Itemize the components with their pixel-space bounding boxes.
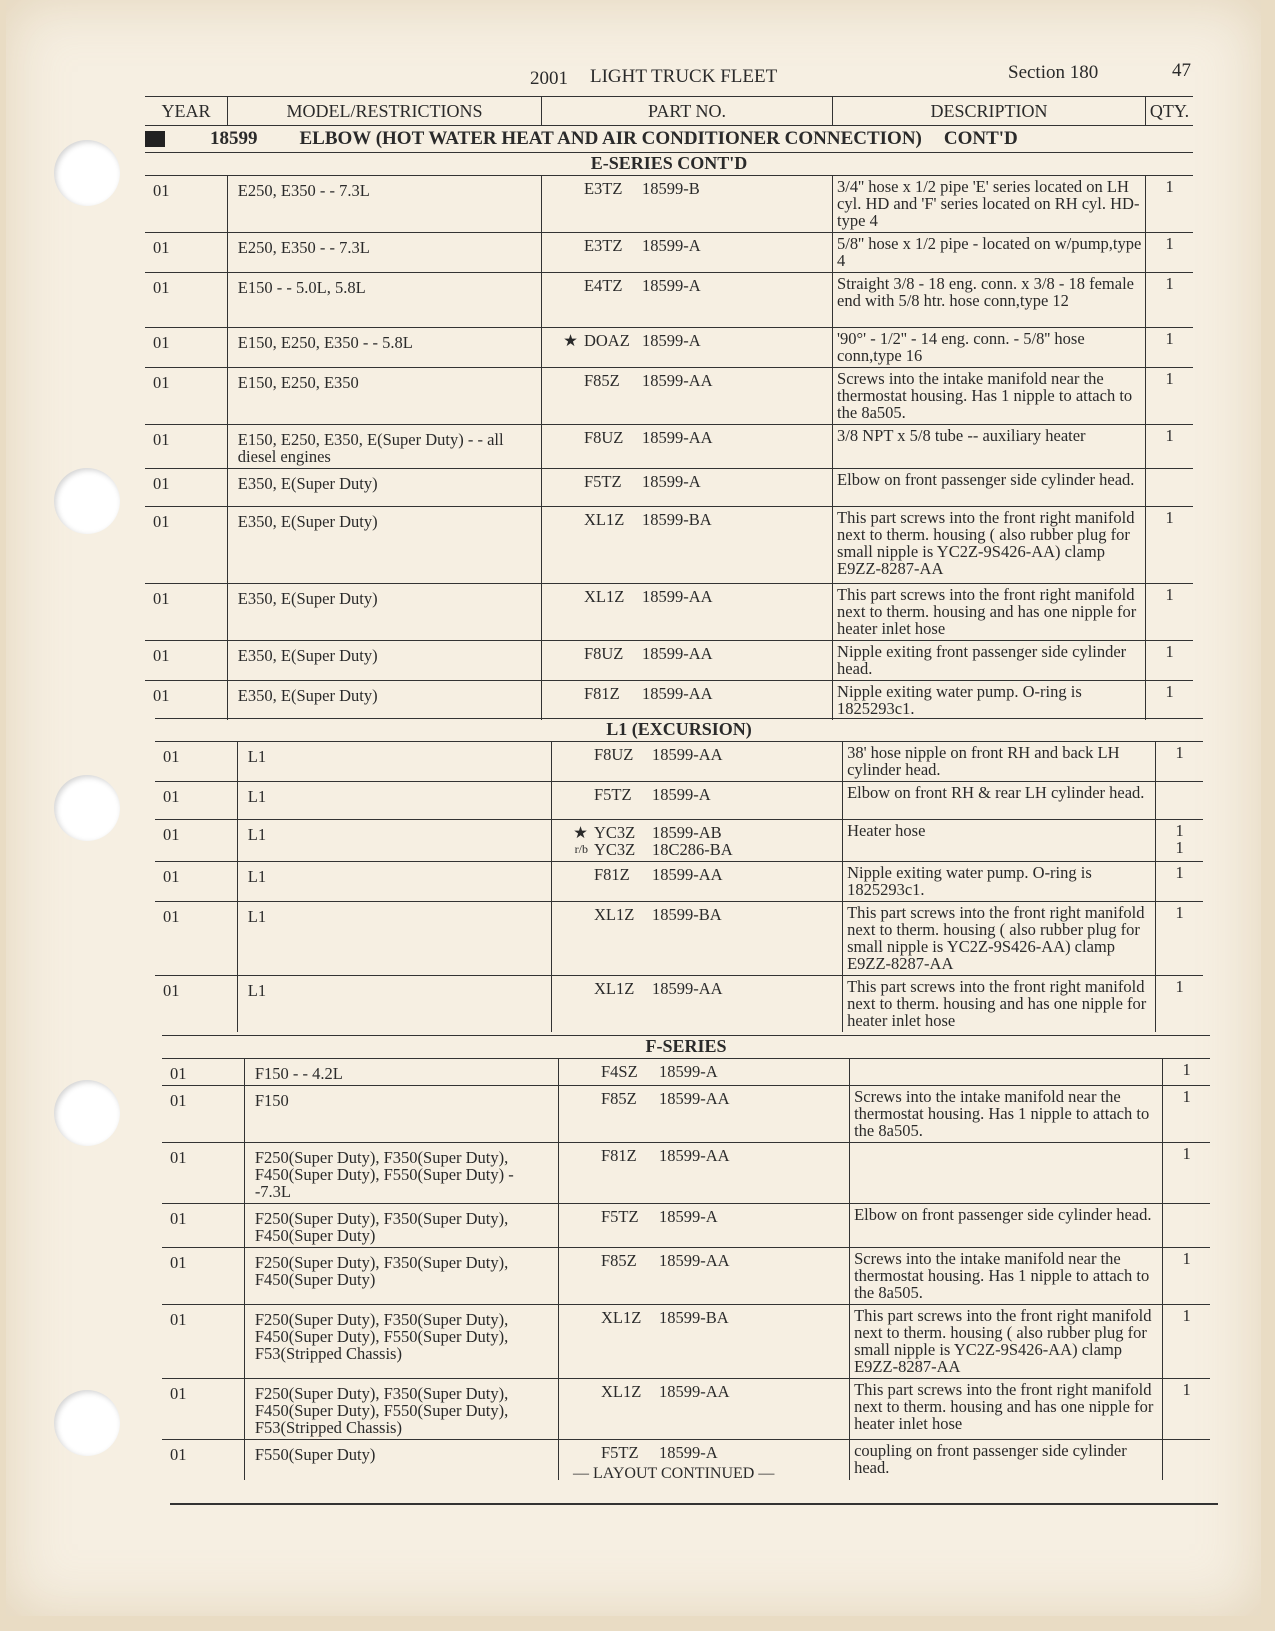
part-no-cell [551,782,842,820]
part-marker: ★ [563,331,578,350]
part-marker [546,237,584,254]
qty-cell: 1 [1146,641,1193,681]
model-cell: L1 [237,976,551,1033]
model-cell: F250(Super Duty), F350(Super Duty), F450(Super Duty), F550(Super Duty) - -7.3L [244,1143,558,1204]
table-row [162,1059,1210,1086]
part-no-cell [541,469,832,507]
model-cell: F550(Super Duty) [244,1440,558,1480]
part-number [546,429,828,446]
part-prefix: XL1Z [583,587,625,606]
part-marker [556,746,594,763]
qty-cell: 1 [1163,1086,1210,1143]
part-marker: r/b [574,842,588,856]
section-heading: E-SERIES CONT'D [145,153,1193,176]
part-no-cell [541,176,832,233]
year-cell: 01 [162,1305,244,1379]
model-cell: L1 [237,782,551,820]
part-group-cont: CONT'D [943,128,1018,149]
part-base: 18599-AA [659,1146,730,1165]
part-group-heading [145,126,1193,152]
part-base: 18599-A [659,1062,718,1081]
year-cell: 01 [155,742,237,782]
part-prefix: F85Z [583,371,620,390]
model-cell: E150, E250, E350, E(Super Duty) - - all diesel engines [227,425,541,469]
binder-hole [54,1080,120,1146]
description-cell: 38' hose nipple on front RH and back LH cylinder head. [843,742,1156,782]
year-cell: 01 [145,641,227,681]
qty-cell: 1 [1156,862,1203,902]
model-cell: L1 [237,902,551,976]
description-cell: Screws into the intake manifold near the thermostat housing. Has 1 nipple to attach to the 8a505. [850,1248,1163,1305]
model-cell: E250, E350 - - 7.3L [227,176,541,233]
year-cell: 01 [155,820,237,862]
year-cell: 01 [145,507,227,584]
part-no-cell [541,368,832,425]
header-year: 2001 [530,68,568,89]
part-no-cell [551,902,842,976]
part-prefix: F8UZ [593,745,634,764]
table-row [162,1379,1210,1440]
part-number [556,824,838,841]
table-row [145,425,1193,469]
table-row [145,681,1193,721]
qty-cell: 1 [1156,902,1203,976]
description-cell: This part screws into the front right manifold next to therm. housing and has one nipple for heater inlet hose [833,584,1146,641]
model-cell: F150 [244,1086,558,1143]
layout-continued: — LAYOUT CONTINUED — [573,1465,775,1482]
part-number [546,645,828,662]
part-number [556,746,838,763]
part-no-cell [541,425,832,469]
description-cell: This part screws into the front right manifold next to therm. housing and has one nipple for heater inlet hose [850,1379,1163,1440]
qty-cell: 1 [1163,1143,1210,1204]
year-cell: 01 [155,902,237,976]
parts-table-f-series [162,1035,1210,1480]
description-cell: This part screws into the front right manifold next to therm. housing ( also rubber plug for small nipple is YC2Z-9S426-AA) clamp E9ZZ-8287-AA [850,1305,1163,1379]
part-prefix: XL1Z [593,905,635,924]
qty-cell: 1 [1163,1059,1210,1086]
parts-table-l1 [155,718,1203,1032]
description-cell: Elbow on front passenger side cylinder head. [833,469,1146,507]
part-base: 18599-AA [641,684,713,703]
binder-hole [54,140,120,206]
year-cell: 01 [162,1248,244,1305]
part-marker [556,786,594,803]
part-base: 18599-BA [641,510,712,529]
part-marker [546,685,584,702]
part-prefix: YC3Z [593,823,636,842]
qty-cell [1163,1204,1210,1248]
part-base: 18599-A [641,331,701,350]
part-number [563,1208,845,1225]
part-number [546,685,828,702]
part-number [546,237,828,254]
table-row [145,584,1193,641]
part-prefix: XL1Z [601,1382,642,1401]
qty-cell [1156,782,1203,820]
model-cell: E150 - - 5.0L, 5.8L [227,273,541,328]
qty-cell: 1 [1163,1305,1210,1379]
part-marker [563,1063,601,1080]
description-cell [850,1143,1163,1204]
year-cell: 01 [145,681,227,721]
section-heading-row [162,1036,1210,1059]
year-cell: 01 [155,976,237,1033]
year-cell: 01 [162,1440,244,1480]
description-cell: Elbow on front passenger side cylinder head. [850,1204,1163,1248]
description-cell: This part screws into the front right manifold next to therm. housing and has one nipple for heater inlet hose [843,976,1156,1033]
part-no-cell [541,681,832,721]
year-cell: 01 [162,1379,244,1440]
part-prefix: F5TZ [601,1207,639,1226]
part-base: 18599-A [641,276,701,295]
part-base: 18599-AA [659,1251,730,1270]
description-cell: 3/8 NPT x 5/8 tube -- auxiliary heater [833,425,1146,469]
part-no-cell [559,1305,850,1379]
table-row [145,641,1193,681]
qty-cell: 1 [1156,742,1203,782]
part-prefix: E3TZ [583,236,623,255]
year-cell: 01 [162,1059,244,1086]
part-base: 18599-A [651,785,711,804]
part-no-cell [541,641,832,681]
table-row [155,862,1203,902]
qty-cell: 1 [1146,368,1193,425]
part-prefix: F85Z [601,1089,637,1108]
part-number [556,906,838,923]
table-row [145,233,1193,273]
part-group-number: 18599 [210,128,258,149]
part-base: 18599-A [659,1443,718,1462]
col-description: DESCRIPTION [833,97,1146,125]
part-number [563,1252,845,1269]
table-row [162,1086,1210,1143]
qty-cell: 1 [1146,273,1193,328]
description-cell: '90°' - 1/2'' - 14 eng. conn. - 5/8'' hose conn,type 16 [833,328,1146,368]
qty-cell: 1 [1146,425,1193,469]
description-cell: 5/8'' hose x 1/2 pipe - located on w/pump,type 4 [833,233,1146,273]
model-cell: F250(Super Duty), F350(Super Duty), F450(Super Duty), F550(Super Duty), F53(Stripped Chassis) [244,1379,558,1440]
part-base: 18599-A [659,1207,718,1226]
part-no-cell [551,742,842,782]
description-cell: This part screws into the front right manifold next to therm. housing ( also rubber plug for small nipple is YC2Z-9S426-AA) clamp E9ZZ-8287-AA [843,902,1156,976]
part-base: 18599-AA [651,979,723,998]
year-cell: 01 [162,1204,244,1248]
qty-cell: 1 1 [1156,820,1203,862]
part-number [546,588,828,605]
part-marker [546,277,584,294]
table-row [145,328,1193,368]
part-marker [563,1444,601,1461]
table-row [155,976,1203,1033]
part-number [563,1063,845,1080]
part-number [546,277,828,294]
part-number [556,866,838,883]
model-cell: E350, E(Super Duty) [227,641,541,681]
part-no-cell [551,820,842,862]
year-cell: 01 [145,273,227,328]
bottom-rule [170,1503,1218,1505]
year-cell: 01 [145,233,227,273]
model-cell: E350, E(Super Duty) [227,469,541,507]
part-base: 18599-A [641,236,701,255]
part-marker [563,1090,601,1107]
part-no-cell [559,1379,850,1440]
part-number [563,1147,845,1164]
part-prefix: F81Z [601,1146,637,1165]
table-row [162,1204,1210,1248]
part-prefix: F8UZ [583,644,624,663]
col-part-no: PART NO. [542,97,833,125]
part-number [546,332,828,349]
part-base: 18599-AA [641,371,713,390]
description-cell: Straight 3/8 - 18 eng. conn. x 3/8 - 18 female end with 5/8 htr. hose conn,type 12 [833,273,1146,328]
page-number: 47 [1172,60,1191,81]
part-marker [556,866,594,883]
column-header [145,96,1193,126]
part-no-cell [541,273,832,328]
part-base: 18599-AB [651,823,722,842]
part-no-cell [541,328,832,368]
part-no-cell [559,1086,850,1143]
part-number [556,980,838,997]
part-prefix: F81Z [583,684,620,703]
qty-cell: 1 [1146,176,1193,233]
col-qty: QTY. [1149,101,1190,121]
model-cell: F250(Super Duty), F350(Super Duty), F450(Super Duty) [244,1248,558,1305]
description-cell: Nipple exiting front passenger side cylinder head. [833,641,1146,681]
part-marker: ★ [573,823,588,842]
part-prefix: XL1Z [583,510,625,529]
part-no-cell [551,862,842,902]
part-no-cell [541,584,832,641]
section-heading: F-SERIES [162,1036,1210,1059]
year-cell: 01 [145,368,227,425]
binder-hole [54,775,120,841]
part-no-cell [541,233,832,273]
group-marker-icon [145,131,165,147]
part-base: 18599-B [641,179,700,198]
model-cell: E350, E(Super Duty) [227,681,541,721]
description-cell: This part screws into the front right manifold next to therm. housing ( also rubber plug for small nipple is YC2Z-9S426-AA) clamp E9ZZ-8287-AA [833,507,1146,584]
qty-cell: 1 [1146,233,1193,273]
col-model: MODEL/RESTRICTIONS [228,97,542,125]
part-number [563,1309,845,1326]
description-cell: Heater hose [843,820,1156,862]
part-marker [546,180,584,197]
model-cell: L1 [237,742,551,782]
part-group-name: ELBOW (HOT WATER HEAT AND AIR CONDITIONER CONNECTION) [299,128,922,149]
table-row [145,273,1193,328]
part-marker [546,372,584,389]
part-prefix: F5TZ [601,1443,639,1462]
parts-table-e-series [145,152,1193,720]
year-cell: 01 [162,1086,244,1143]
part-number [556,786,838,803]
section-heading: L1 (EXCURSION) [155,719,1203,742]
table-row [155,820,1203,862]
model-cell: L1 [237,820,551,862]
part-marker [563,1383,601,1400]
table-row [145,469,1193,507]
table-row [145,507,1193,584]
part-number [546,511,828,528]
part-base: 18599-AA [651,745,723,764]
part-number [563,1444,845,1461]
model-cell: E250, E350 - - 7.3L [227,233,541,273]
model-cell: F250(Super Duty), F350(Super Duty), F450(Super Duty) [244,1204,558,1248]
part-prefix: F85Z [601,1251,637,1270]
part-number [546,473,828,490]
qty-cell [1146,469,1193,507]
part-marker [563,1252,601,1269]
qty-cell: 1 [1156,976,1203,1033]
part-marker [546,511,584,528]
part-no-cell [541,507,832,584]
page-title: LIGHT TRUCK FLEET [590,66,778,87]
part-marker [546,645,584,662]
table-row [155,782,1203,820]
part-number [546,180,828,197]
part-marker [556,980,594,997]
part-prefix: XL1Z [601,1308,642,1327]
qty-cell: 1 [1146,328,1193,368]
part-base: 18599-AA [641,587,713,606]
section-heading-row [155,719,1203,742]
model-cell: L1 [237,862,551,902]
description-cell: Screws into the intake manifold near the thermostat housing. Has 1 nipple to attach to the 8a505. [850,1086,1163,1143]
part-prefix: F5TZ [593,785,632,804]
part-prefix: XL1Z [593,979,635,998]
col-year: YEAR [145,97,228,125]
part-marker [546,473,584,490]
qty-cell: 1 [1146,507,1193,584]
year-cell: 01 [145,328,227,368]
year-cell: 01 [145,425,227,469]
qty-cell: 1 [1163,1379,1210,1440]
part-base: 18599-AA [651,865,723,884]
part-base: 18599-BA [659,1308,729,1327]
table-row [162,1248,1210,1305]
part-marker [563,1147,601,1164]
description-cell [850,1059,1163,1086]
part-base: 18599-BA [651,905,722,924]
binder-hole [54,1390,120,1456]
qty-cell: 1 [1146,681,1193,721]
part-number [546,372,828,389]
description-cell: coupling on front passenger side cylinder head. [850,1440,1163,1480]
part-number [556,841,838,858]
part-number [563,1090,845,1107]
part-marker [563,1208,601,1225]
model-cell: F150 - - 4.2L [244,1059,558,1086]
part-base: 18C286-BA [651,840,733,859]
part-prefix: F4SZ [601,1062,638,1081]
part-base: 18599-AA [641,644,713,663]
part-marker [546,429,584,446]
model-cell: F250(Super Duty), F350(Super Duty), F450(Super Duty), F550(Super Duty), F53(Stripped Chassis) [244,1305,558,1379]
section-label: Section 180 [1008,62,1099,83]
description-cell: Elbow on front RH & rear LH cylinder head. [843,782,1156,820]
description-cell: Nipple exiting water pump. O-ring is 1825293c1. [833,681,1146,721]
qty-cell: 1 [1163,1248,1210,1305]
part-prefix: F5TZ [583,472,622,491]
year-cell: 01 [145,176,227,233]
table-row [145,368,1193,425]
part-prefix: DOAZ [583,331,630,350]
table-row [162,1143,1210,1204]
description-cell: Screws into the intake manifold near the thermostat housing. Has 1 nipple to attach to the 8a505. [833,368,1146,425]
binder-hole [54,468,120,534]
model-cell: E150, E250, E350 - - 5.8L [227,328,541,368]
part-marker [563,1309,601,1326]
description-cell: Nipple exiting water pump. O-ring is 1825293c1. [843,862,1156,902]
part-no-cell [551,976,842,1033]
table-row [145,176,1193,233]
part-no-cell [559,1059,850,1086]
model-cell: E350, E(Super Duty) [227,584,541,641]
year-cell: 01 [155,782,237,820]
part-number [563,1383,845,1400]
part-base: 18599-AA [659,1382,730,1401]
part-prefix: E3TZ [583,179,623,198]
year-cell: 01 [145,469,227,507]
year-cell: 01 [162,1143,244,1204]
section-heading-row [145,153,1193,176]
part-marker [556,906,594,923]
part-no-cell [559,1143,850,1204]
description-cell: 3/4'' hose x 1/2 pipe 'E' series located on LH cyl. HD and 'F' series located on RH cyl. HD-type 4 [833,176,1146,233]
year-cell: 01 [145,584,227,641]
qty-cell: 1 [1146,584,1193,641]
part-prefix: YC3Z [593,840,636,859]
part-base: 18599-AA [641,428,713,447]
part-base: 18599-A [641,472,701,491]
part-no-cell [559,1248,850,1305]
qty-cell [1163,1440,1210,1480]
part-prefix: F81Z [593,865,630,884]
part-marker [546,588,584,605]
year-cell: 01 [155,862,237,902]
part-no-cell [559,1204,850,1248]
part-prefix: F8UZ [583,428,624,447]
model-cell: E350, E(Super Duty) [227,507,541,584]
model-cell: E150, E250, E350 [227,368,541,425]
table-row [155,742,1203,782]
table-row [162,1305,1210,1379]
part-prefix: E4TZ [583,276,623,295]
table-row [155,902,1203,976]
part-base: 18599-AA [659,1089,730,1108]
